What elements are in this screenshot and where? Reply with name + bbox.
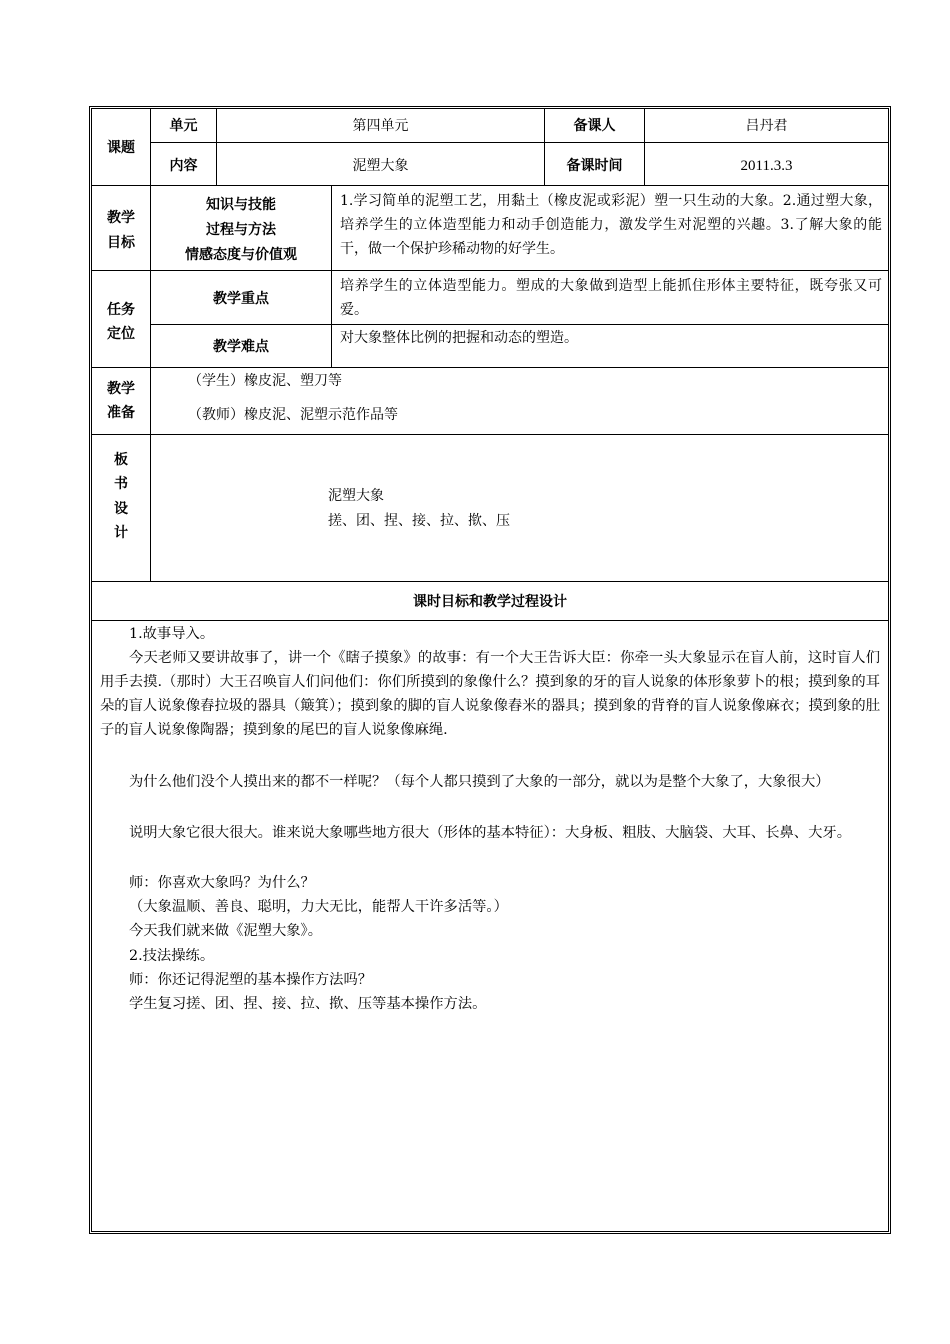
beikeren-label: 备课人 (573, 118, 616, 134)
process-p4: 说明大象它很大很大。谁来说大象哪些地方很大（形体的基本特征）：大身板、粗肢、大脑袋、大耳、长鼻、大牙。 (129, 825, 851, 841)
key-point-label: 教学重点 (213, 291, 269, 307)
grid-line (92, 185, 888, 186)
board-title: 泥塑大象 (328, 488, 384, 504)
objectives-dimension-1: 知识与技能 (206, 197, 276, 213)
grid-line (92, 434, 888, 435)
prep-label-2: 准备 (107, 405, 135, 421)
grid-line (92, 581, 888, 582)
objectives-text: 1.学习简单的泥塑工艺，用黏土（橡皮泥或彩泥）塑一只生动的大象。2.通过塑大象，培养学生的立体造型能力和动手创造能力，激发学生对泥塑的兴趣。3.了解大象的能干，做一个保护珍稀动物的好学生。 (340, 193, 882, 257)
objectives-dimension-2: 过程与方法 (206, 222, 276, 238)
prep-student: （学生）橡皮泥、塑刀等 (188, 373, 342, 389)
keti-label: 课题 (107, 140, 135, 156)
objectives-dimension-3: 情感态度与价值观 (185, 247, 297, 263)
task-label-2: 定位 (107, 326, 135, 342)
grid-line (150, 324, 888, 325)
grid-line (92, 270, 888, 271)
neirong-value: 泥塑大象 (352, 158, 409, 174)
objectives-label-2: 目标 (107, 235, 135, 251)
process-p9: 师：你还记得泥塑的基本操作方法吗？ (129, 972, 373, 988)
process-p10: 学生复习搓、团、捏、接、拉、揿、压等基本操作方法。 (129, 996, 487, 1012)
board-label-4: 计 (114, 525, 128, 541)
task-label-1: 任务 (107, 302, 135, 318)
process-section-title: 课时目标和教学过程设计 (413, 594, 567, 610)
difficulty-label: 教学难点 (213, 339, 269, 355)
danyuan-value: 第四单元 (352, 118, 409, 134)
danyuan-label: 单元 (169, 118, 198, 134)
process-p2: 今天老师又要讲故事了，讲一个《瞎子摸象》的故事：有一个大王告诉大臣：你牵一头大象显示在盲人前，这时盲人们用手去摸.（那时）大王召唤盲人们问他们：你们所摸到的象像什么？摸到象的牙的盲人说象的体形象萝卜的根；摸到象的耳朵的盲人说象像舂拉圾的器具（簸箕）；摸到象的脚的盲人说象像舂米的器具；摸到象的背脊的盲人说象像麻衣；摸到象的肚子的盲人说象像陶器；摸到象的尾巴的盲人说象像麻绳. (100, 650, 880, 738)
process-p1: 1.故事导入。 (129, 626, 215, 642)
board-label-1: 板 (114, 452, 128, 468)
difficulty-text: 对大象整体比例的把握和动态的塑造。 (340, 330, 578, 346)
board-label-2: 书 (114, 476, 128, 492)
grid-line (150, 142, 888, 143)
grid-line (331, 185, 332, 367)
beikeren-value: 吕丹君 (745, 118, 788, 134)
grid-line (92, 367, 888, 368)
board-label-3: 设 (114, 501, 128, 517)
key-point-text: 培养学生的立体造型能力。塑成的大象做到造型上能抓住形体主要特征，既夸张又可爱。 (340, 278, 882, 318)
grid-line (92, 620, 888, 621)
beikeshijian-label: 备课时间 (566, 158, 623, 174)
objectives-label-1: 教学 (107, 210, 135, 226)
process-p6: （大象温顺、善良、聪明，力大无比，能帮人干许多活等。） (129, 899, 508, 915)
board-actions: 搓、团、捏、接、拉、揿、压 (328, 513, 510, 529)
process-p8: 2.技法操练。 (129, 948, 215, 964)
beikeshijian-value: 2011.3.3 (740, 158, 793, 174)
process-p5: 师：你喜欢大象吗？为什么？ (129, 875, 315, 891)
prep-teacher: （教师）橡皮泥、泥塑示范作品等 (188, 407, 398, 423)
prep-label-1: 教学 (107, 381, 135, 397)
neirong-label: 内容 (169, 158, 198, 174)
process-p7: 今天我们就来做《泥塑大象》。 (129, 923, 323, 939)
process-p3: 为什么他们没个人摸出来的都不一样呢？（每个人都只摸到了大象的一部分，就以为是整个大象了，大象很大） (129, 774, 830, 790)
